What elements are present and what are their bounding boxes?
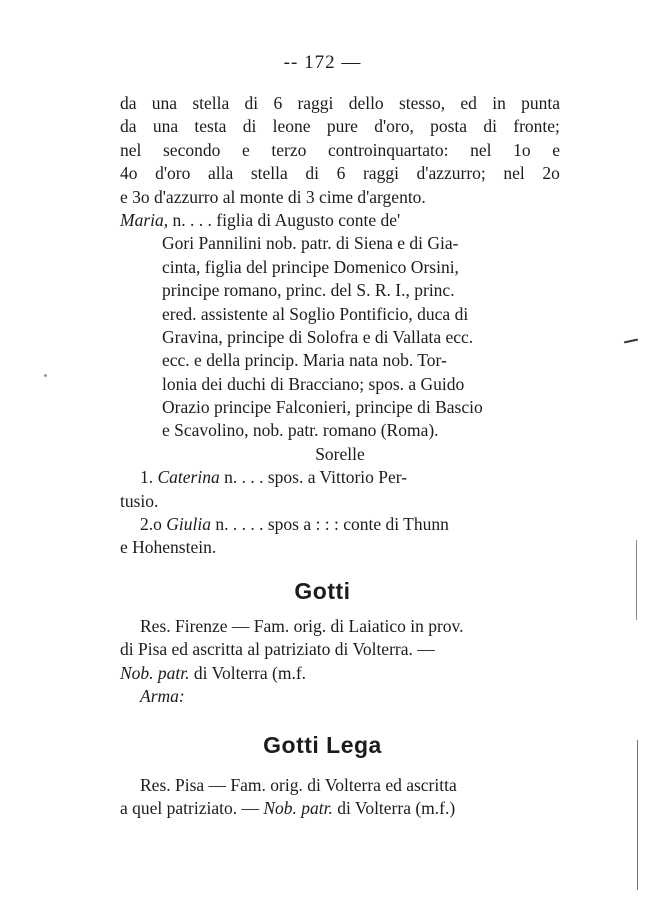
- word: d'oro,: [374, 116, 414, 137]
- word: 6: [273, 93, 283, 113]
- word: controinquartato:: [327, 139, 449, 160]
- sister-2-number: 2.o: [140, 514, 162, 535]
- word: 2o: [542, 163, 560, 184]
- word: una: [152, 116, 179, 137]
- word: ed: [460, 93, 477, 113]
- sister-1-number: 1.: [140, 467, 154, 488]
- scan-line: [637, 740, 638, 890]
- line-text: principe romano, princ. del S. R. I., princ.: [162, 280, 455, 301]
- gotti-lega-entry: [120, 774, 560, 821]
- sister-2-line: [120, 513, 560, 536]
- line-text: e Scavolino, nob. patr. romano (Roma).: [162, 420, 439, 441]
- scan-mark: [624, 339, 638, 344]
- word: stesso,: [398, 93, 446, 113]
- maria-entry-first-line: [120, 209, 560, 232]
- word: di: [242, 116, 257, 137]
- nob-patr-label: Nob. patr.: [263, 798, 333, 819]
- word: una: [151, 93, 178, 113]
- maria-line: [120, 256, 560, 279]
- maria-line: [120, 419, 560, 442]
- word: secondo: [163, 139, 221, 160]
- word: 4o: [120, 163, 138, 184]
- page-number: -- 172 —: [283, 52, 362, 73]
- text-line: di Pisa ed ascritta al patriziato di Volterra. —: [120, 639, 435, 660]
- word: in: [492, 93, 506, 113]
- word: nel: [503, 163, 525, 184]
- text-line: [120, 139, 560, 162]
- line-text: Gravina, principe di Solofra e di Vallata ecc.: [162, 326, 474, 347]
- word: terzo: [271, 139, 307, 160]
- text-line: [120, 162, 560, 185]
- text-line: [120, 92, 560, 115]
- text-line: [120, 115, 560, 138]
- word: punta: [521, 93, 560, 113]
- sister-2-text: n. . . . . spos a : : : conte di Thunn: [215, 514, 449, 535]
- word: posta: [430, 116, 468, 137]
- line2-end: di Volterra (m.f.): [337, 798, 456, 819]
- sister-2-name: Giulia: [166, 514, 211, 535]
- word: raggi: [297, 93, 334, 113]
- nobility-line: [120, 662, 560, 685]
- section-heading-gotti-lega: Gotti Lega: [263, 732, 382, 758]
- line2-start: a quel patriziato. —: [120, 798, 259, 819]
- sorelle-title: Sorelle: [315, 443, 365, 464]
- word: 1o: [513, 139, 531, 160]
- word: da: [120, 116, 137, 137]
- line-text: e 3o d'azzurro al monte di 3 cime d'argento.: [120, 186, 426, 207]
- line-text: Orazio principe Falconieri, principe di Bascio: [162, 397, 483, 418]
- word: nel: [470, 139, 492, 160]
- maria-line: [120, 373, 560, 396]
- scan-speck: [44, 374, 47, 377]
- scan-line: [636, 540, 637, 620]
- maria-line: [120, 279, 560, 302]
- section-heading-gotti: Gotti: [294, 578, 351, 604]
- maria-line: [120, 396, 560, 419]
- line-text: Gori Pannilini nob. patr. di Siena e di Gia-: [162, 233, 459, 254]
- sister-1-continuation: tusio.: [120, 490, 159, 511]
- word: di: [483, 116, 497, 137]
- word: di: [244, 93, 259, 113]
- maria-line: [120, 232, 560, 255]
- line-text: ecc. e della princip. Maria nata nob. Tor-: [162, 350, 447, 371]
- text-line: Res. Firenze — Fam. orig. di Laiatico in prov.: [140, 616, 464, 636]
- maria-line: [120, 326, 560, 349]
- maria-line: [120, 349, 560, 372]
- maria-first-text: n. . . . figlia di Augusto conte de': [172, 209, 401, 230]
- word: stella: [250, 163, 288, 184]
- nob-patr-label: Nob. patr.: [120, 662, 190, 683]
- sister-1-name: Caterina: [157, 467, 220, 488]
- word: dello: [348, 93, 384, 113]
- text-line: [120, 797, 560, 820]
- arma-line: [120, 685, 560, 708]
- word: raggi: [362, 163, 399, 184]
- word: alla: [207, 163, 234, 184]
- arma-label: Arma:: [140, 686, 185, 707]
- word: da: [120, 93, 137, 113]
- sister-2-continuation: e Hohenstein.: [120, 537, 217, 558]
- word: leone: [272, 116, 311, 137]
- text-line: [120, 186, 560, 209]
- sister-1-text: n. . . . spos. a Vittorio Per-: [224, 467, 408, 488]
- text-line: Res. Pisa — Fam. orig. di Volterra ed ascritta: [140, 775, 457, 795]
- nob-text: di Volterra (m.f.: [193, 662, 307, 683]
- word: fronte;: [513, 116, 560, 137]
- word: e: [552, 139, 560, 160]
- word: e: [241, 139, 250, 160]
- word: d'azzurro;: [416, 163, 486, 184]
- word: testa: [194, 116, 227, 137]
- line-text: lonia dei duchi di Bracciano; spos. a Guido: [162, 373, 465, 394]
- word: stella: [192, 93, 230, 113]
- gotti-entry: [120, 615, 560, 709]
- sister-1-line: [120, 466, 560, 489]
- word: pure: [326, 116, 358, 137]
- maria-line: [120, 303, 560, 326]
- word: di: [305, 163, 319, 184]
- maria-name: Maria,: [120, 209, 169, 230]
- line-text: ered. assistente al Soglio Pontificio, duca di: [162, 303, 469, 324]
- word: d'oro: [155, 163, 191, 184]
- line-text: cinta, figlia del principe Domenico Orsini,: [162, 256, 459, 277]
- word: 6: [336, 163, 346, 184]
- word: nel: [120, 139, 142, 160]
- entry-continuation: [120, 92, 560, 560]
